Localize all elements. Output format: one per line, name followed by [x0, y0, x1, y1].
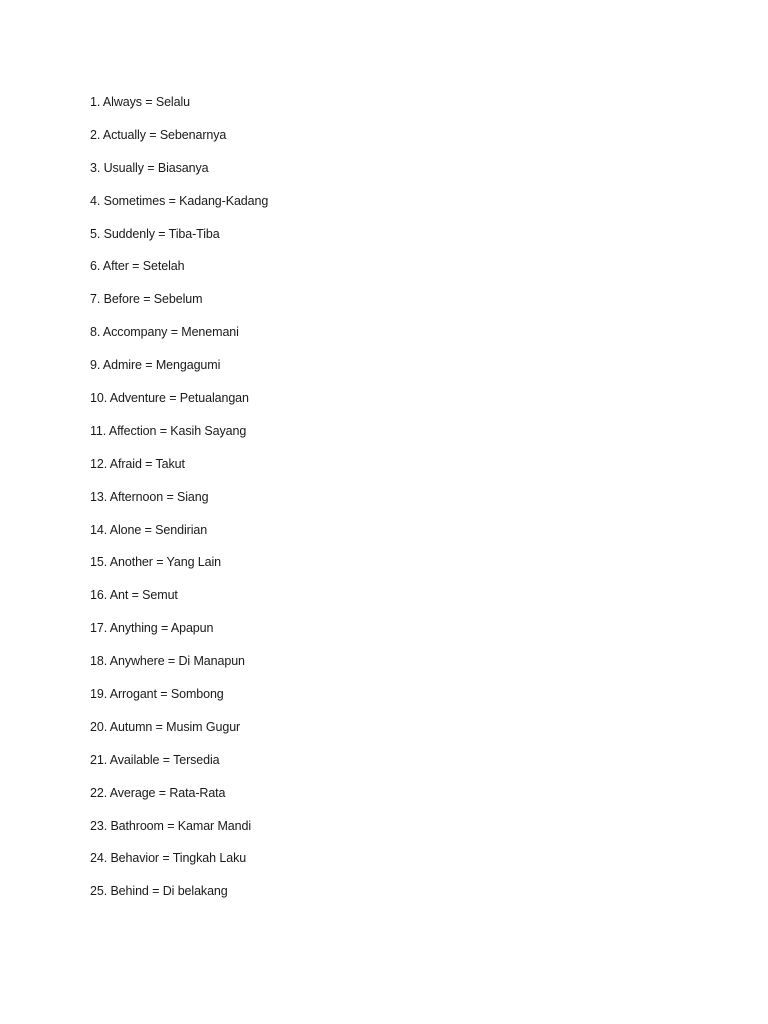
- list-item: 10. Adventure = Petualangan: [90, 391, 249, 406]
- list-item: 12. Afraid = Takut: [90, 456, 185, 471]
- list-item: 14. Alone = Sendirian: [90, 522, 208, 537]
- list-item: 18. Anywhere = Di Manapun: [90, 654, 245, 669]
- list-item: 19. Arrogant = Sombong: [90, 687, 224, 702]
- list-item: 13. Afternoon = Siang: [90, 489, 209, 504]
- vocabulary-list: [90, 92, 268, 914]
- list-item: 11. Affection = Kasih Sayang: [90, 423, 247, 438]
- list-item: 20. Autumn = Musim Gugur: [90, 719, 241, 734]
- list-item: 25. Behind = Di belakang: [90, 884, 228, 899]
- list-item: 2. Actually = Sebenarnya: [90, 127, 227, 142]
- list-item: 4. Sometimes = Kadang-Kadang: [90, 193, 269, 208]
- list-item: 9. Admire = Mengagumi: [90, 358, 221, 373]
- list-item: 5. Suddenly = Tiba-Tiba: [90, 226, 220, 241]
- list-item: 6. After = Setelah: [90, 259, 185, 274]
- list-item: 22. Average = Rata-Rata: [90, 785, 226, 800]
- list-item: 7. Before = Sebelum: [90, 292, 203, 307]
- list-item: 1. Always = Selalu: [90, 95, 190, 109]
- list-item: 17. Anything = Apapun: [90, 621, 214, 636]
- list-item: 21. Available = Tersedia: [90, 752, 220, 767]
- list-item: 8. Accompany = Menemani: [90, 325, 239, 340]
- list-item: 3. Usually = Biasanya: [90, 160, 209, 175]
- list-item: 24. Behavior = Tingkah Laku: [90, 851, 247, 866]
- list-item: 15. Another = Yang Lain: [90, 555, 222, 570]
- list-item: 23. Bathroom = Kamar Mandi: [90, 818, 252, 833]
- list-item: 16. Ant = Semut: [90, 588, 178, 603]
